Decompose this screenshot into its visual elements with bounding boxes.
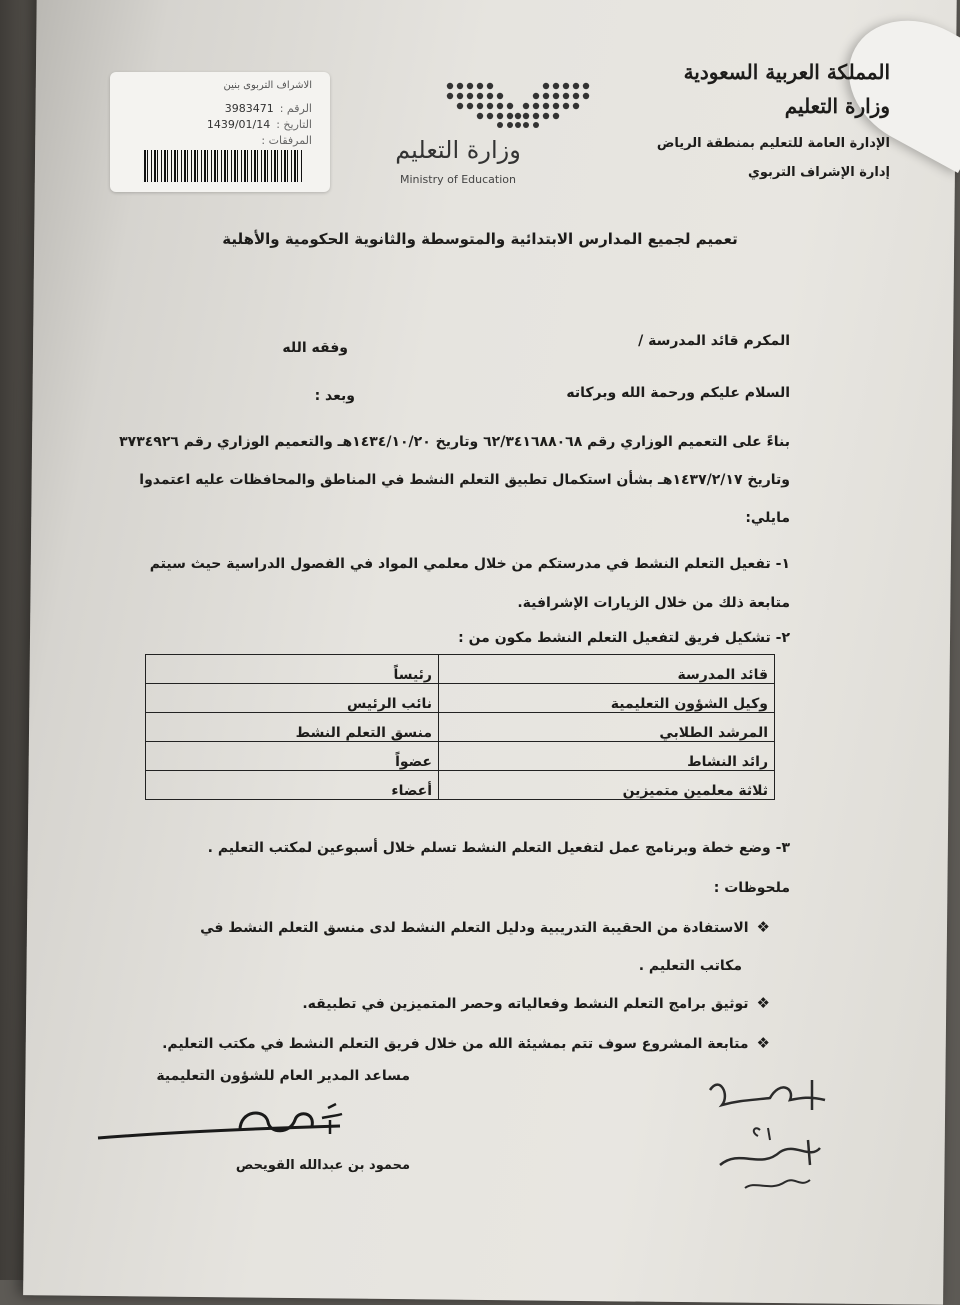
handwritten-signature-icon: [90, 1090, 350, 1150]
signatory-name: محمود بن عبدالله القويحص: [235, 1158, 410, 1173]
note-3-text: متابعة المشروع سوف تتم بمشيئة الله من خلال فريق التعلم النشط في مكتب التعليم.: [162, 1036, 749, 1052]
stamp-number-row: [225, 102, 312, 115]
team-member-cell: رائد النشاط: [439, 742, 775, 771]
note-1-line-2: مكاتب التعليم .: [638, 958, 742, 974]
letterhead: [657, 60, 890, 180]
blessing: وفقه الله: [282, 340, 348, 356]
stamp-number-label: الرقم :: [279, 102, 312, 115]
after-greeting: وبعد :: [314, 388, 355, 404]
intro-line-2: وتاريخ ١٤٣٧/٢/١٧هـ بشأن استكمال تطبيق التعلم النشط في المناطق والمحافظات عليه اعتمدوا: [139, 472, 790, 488]
team-member-cell: المرشد الطلابي: [439, 713, 775, 742]
note-1-text: الاستفادة من الحقيبة التدريبية ودليل التعلم النشط لدى منسق التعلم النشط في: [200, 920, 749, 936]
diamond-bullet-icon: ❖: [756, 994, 770, 1012]
intro-line-3: مايلي:: [745, 510, 790, 526]
stamp-number: 3983471: [224, 102, 274, 115]
note-2-text: توثيق برامج التعلم النشط وفعالياته وحصر المتميزين في تطبيقه.: [302, 996, 749, 1012]
stamp-date-row: [207, 118, 312, 131]
logo-dots-icon: [438, 78, 598, 128]
item-2: ٢- تشكيل فريق لتفعيل التعلم النشط مكون من :: [458, 630, 790, 646]
stamp-date-label: التاريخ :: [276, 118, 312, 131]
item-1-line-1: ١- تفعيل التعلم النشط في مدرستكم من خلال معلمي المواد في الفصول الدراسية حيث سيتم: [149, 556, 790, 572]
stamp-title: الاشراف التربوى بنين: [223, 80, 312, 91]
table-row: [146, 771, 775, 800]
ministry-logo: [378, 78, 598, 188]
team-member-cell: وكيل الشؤون التعليمية: [439, 684, 775, 713]
signatory-title: مساعد المدير العام للشؤون التعليمية: [156, 1068, 410, 1084]
stamp-date: 1439/01/14: [206, 118, 271, 131]
team-role-cell: نائب الرئيس: [146, 684, 439, 713]
stamp-attachments-label: المرفقات :: [261, 134, 312, 147]
stamp-attachments-row: [255, 134, 312, 147]
incoming-stamp-label: [110, 72, 330, 192]
team-member-cell: ثلاثة معلمين متميزين: [439, 771, 775, 800]
table-row: [146, 655, 775, 684]
greeting: السلام عليكم ورحمة الله وبركاته: [566, 385, 790, 401]
department-name: إدارة الإشراف التربوي: [747, 165, 890, 180]
table-row: [146, 742, 775, 771]
logo-arabic-text: وزارة التعليم: [395, 136, 521, 164]
team-role-cell: عضواً: [146, 742, 439, 771]
notes-title: ملحوظات :: [713, 880, 790, 896]
directorate-name: الإدارة العامة للتعليم بمنطقة الرياض: [656, 136, 890, 151]
kingdom-name: المملكة العربية السعودية: [683, 60, 890, 84]
ministry-name: وزارة التعليم: [784, 94, 890, 118]
item-1-line-2: متابعة ذلك من خلال الزيارات الإشرافية.: [517, 595, 790, 611]
team-member-cell: قائد المدرسة: [439, 655, 775, 684]
addressee: المكرم قائد المدرسة /: [638, 333, 790, 349]
team-role-cell: رئيساً: [146, 655, 439, 684]
circular-subject: تعميم لجميع المدارس الابتدائية والمتوسطة والثانوية الحكومية والأهلية: [222, 230, 738, 248]
item-3: ٣- وضع خطة وبرنامج عمل لتفعيل التعلم النشط تسلم خلال أسبوعين لمكتب التعليم .: [207, 840, 790, 856]
note-2: [302, 994, 770, 1012]
team-table: [145, 654, 775, 800]
intro-line-1: بناءً على التعميم الوزاري رقم ٦٢/٣٤١٦٨٨٠٦٨ وتاريخ ١٤٣٤/١٠/٢٠هـ والتعميم الوزاري رقم ٣٧٣٤٩٢٦: [119, 434, 790, 450]
table-row: [146, 713, 775, 742]
diamond-bullet-icon: ❖: [756, 1034, 770, 1052]
handwritten-annotation-icon: [700, 1070, 840, 1200]
note-1-line-1: [200, 918, 770, 936]
team-role-cell: منسق التعلم النشط: [146, 713, 439, 742]
table-row: [146, 684, 775, 713]
note-3: [162, 1034, 770, 1052]
diamond-bullet-icon: ❖: [756, 918, 770, 936]
logo-english-text: Ministry of Education: [399, 173, 516, 186]
barcode-icon: [144, 150, 304, 182]
team-role-cell: أعضاء: [146, 771, 439, 800]
